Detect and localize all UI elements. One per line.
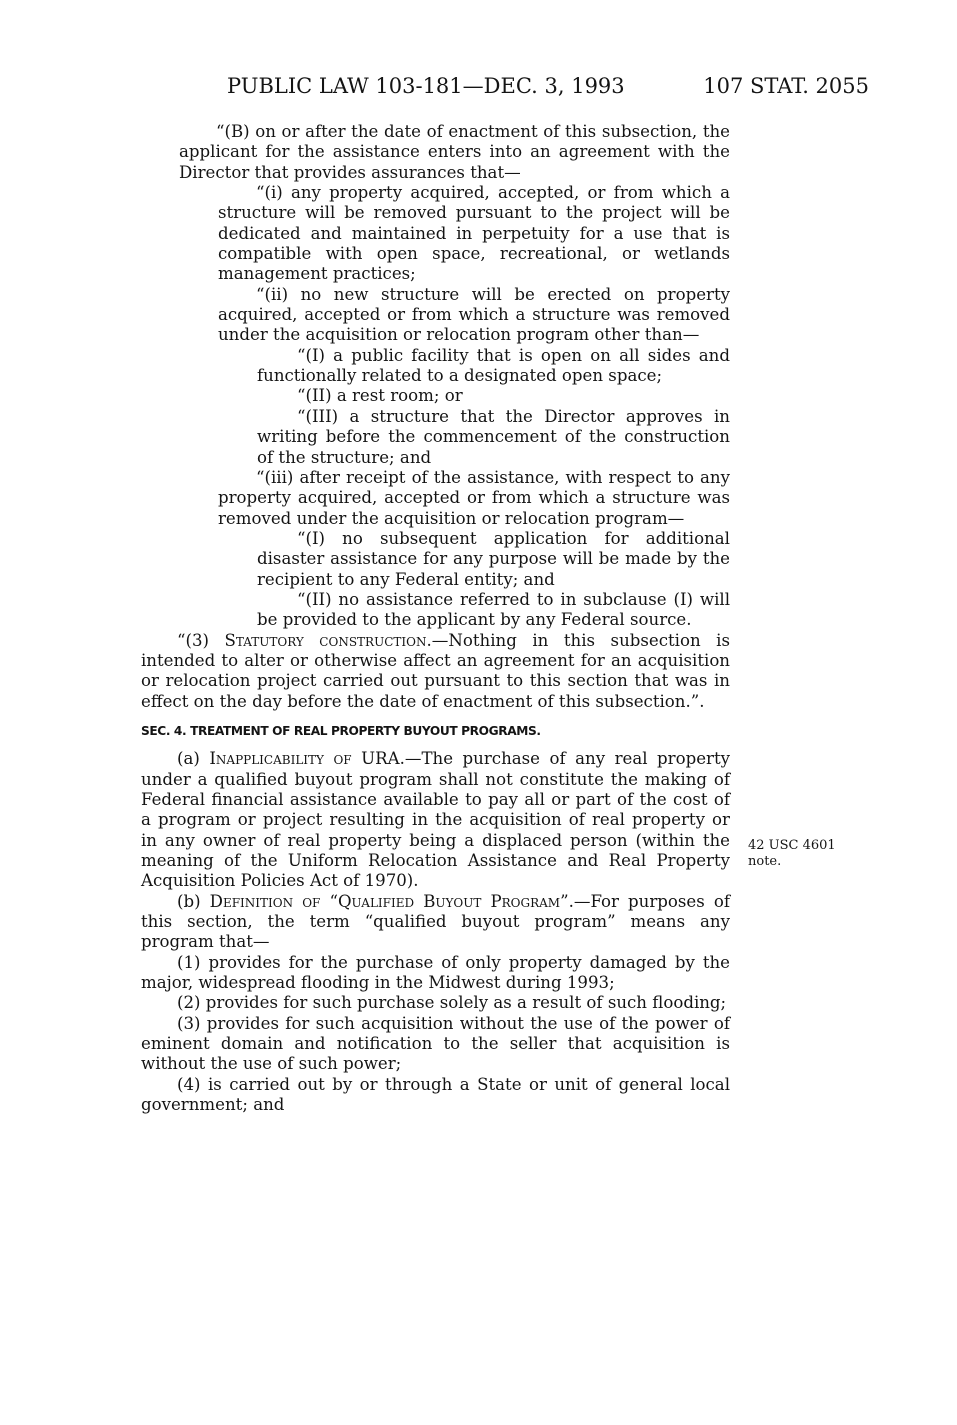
subsection-b-heading: Definition of “Qualified Buyout Program” [209, 891, 569, 911]
running-header-title: PUBLIC LAW 103-181—DEC. 3, 1993 [227, 74, 625, 98]
criterion-2: (2) provides for such purchase solely as a result of such flooding; [177, 993, 727, 1013]
clause-iii: “(iii) after receipt of the assistance, with respect to any property acquired, accepted or from which a structure was removed under the acquisition or relocation program— [218, 467, 730, 528]
paragraph-3-prefix: “(3) [177, 630, 225, 650]
running-header-page-number: 107 STAT. 2055 [703, 74, 869, 98]
subsection-a [141, 749, 730, 891]
clause-ii: “(ii) no new structure will be erected on property acquired, accepted or from which a structure was removed under the acquisition or relocation program other than— [218, 284, 730, 345]
criterion-1: (1) provides for the purchase of only property damaged by the major, widespread flooding in the Midwest during 1993; [141, 952, 730, 993]
subsection-b-prefix: (b) [177, 891, 210, 911]
subsection-b-text: .—For purposes of this section, the term “qualified buyout program” means any program that— [141, 891, 730, 952]
paragraph-3-heading: Statutory construction [224, 630, 427, 650]
section-heading: SEC. 4. TREATMENT OF REAL PROPERTY BUYOUT PROGRAMS. [141, 723, 541, 738]
criterion-3: (3) provides for such acquisition without the use of the power of eminent domain and notification to the seller that acquisition is without the use of such power; [141, 1013, 730, 1074]
subclause-iii-II: “(II) no assistance referred to in subclause (I) will be provided to the applicant by any Federal source. [257, 589, 730, 630]
margin-note-suffix: note. [748, 854, 782, 869]
subclause-ii-III: “(III) a structure that the Director approves in writing before the commencement of the construction of the structure; and [257, 406, 730, 467]
criterion-4: (4) is carried out by or through a State or unit of general local government; and [141, 1074, 730, 1115]
subsection-b [141, 892, 730, 953]
paragraph-3-text: .—Nothing in this subsection is intended to alter or otherwise affect an agreement for an acquisition or relocation project carried out pursuant to this section that was in effect on the day before the date of enactment of this subsection.”. [141, 630, 730, 711]
document-body [141, 122, 730, 1116]
subsection-a-text: .—The purchase of any real property under a qualified buyout program shall not constitute the making of Federal financial assistance available to pay all or part of the cost of a program or project resulting in the acquisition of real property or in any owner of real property being a displaced person (within the meaning of the Uniform Relocation Assistance and Real Property Acquisition Policies Act of 1970). [141, 749, 730, 891]
margin-note-citation: 42 USC 4601 [748, 838, 836, 853]
subclause-ii-II: “(II) a rest room; or [297, 386, 463, 406]
subsection-a-heading: Inapplicability of URA [209, 749, 400, 769]
paragraph-B: “(B) on or after the date of enactment of this subsection, the applicant for the assistance enters into an agreement with the Director that provides assurances that— [179, 122, 730, 182]
margin-note [748, 838, 836, 870]
subclause-iii-I: “(I) no subsequent application for additional disaster assistance for any purpose will be made by the recipient to any Federal entity; and [257, 528, 730, 589]
subclause-ii-I: “(I) a public facility that is open on all sides and functionally related to a designated open space; [257, 345, 730, 386]
subsection-a-prefix: (a) [177, 749, 210, 769]
paragraph-3-statutory-construction [141, 631, 730, 712]
clause-i: “(i) any property acquired, accepted, or from which a structure will be removed pursuant to the project will be dedicated and maintained in perpetuity for a use that is compatible with open space, recreational, or wetlands management practices; [218, 183, 730, 284]
